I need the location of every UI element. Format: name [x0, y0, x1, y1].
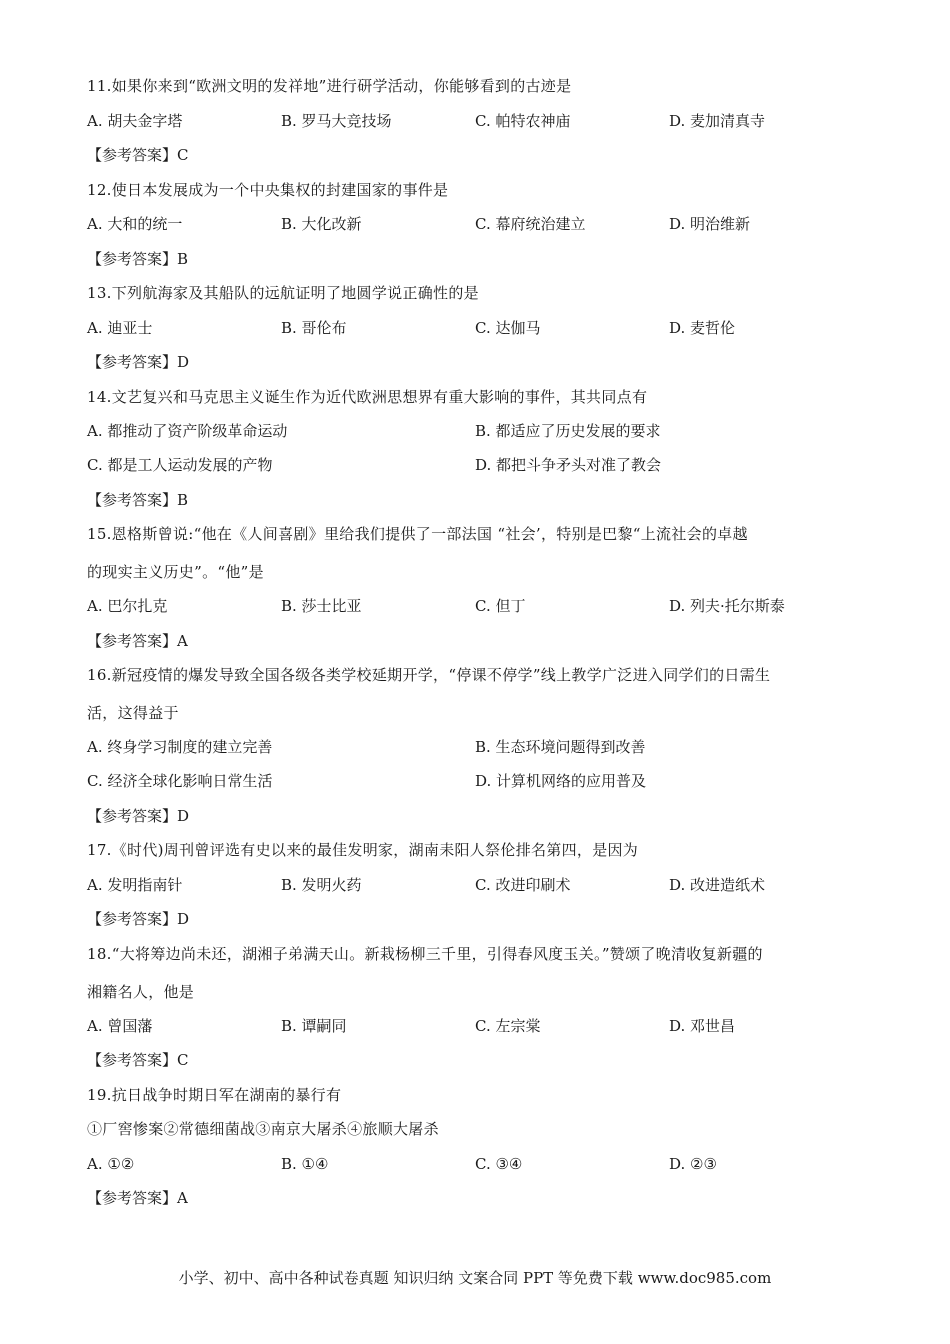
question-13-answer: 【参考答案】D — [87, 353, 190, 371]
question-19-stem-line-2: ①厂窖惨案②常德细菌战③南京大屠杀④旅顺大屠杀 — [87, 1120, 439, 1138]
question-17-option-a: A. 发明指南针 — [87, 876, 183, 894]
question-15-option-a: A. 巴尔扎克 — [87, 597, 168, 615]
question-18-option-a: A. 曾国藩 — [87, 1017, 153, 1035]
question-12-option-d: D. 明治维新 — [669, 215, 751, 233]
question-14-answer: 【参考答案】B — [87, 491, 189, 509]
question-16-option-c: C. 经济全球化影响日常生活 — [87, 772, 273, 790]
question-18-option-d: D. 邓世昌 — [669, 1017, 736, 1035]
question-13-option-b: B. 哥伦布 — [281, 319, 347, 337]
question-18-answer: 【参考答案】C — [87, 1051, 189, 1069]
question-11-option-a: A. 胡夫金字塔 — [87, 112, 183, 130]
question-11-option-d: D. 麦加清真寺 — [669, 112, 766, 130]
question-11-answer: 【参考答案】C — [87, 146, 189, 164]
question-18-option-c: C. 左宗棠 — [475, 1017, 541, 1035]
question-16-option-a: A. 终身学习制度的建立完善 — [87, 738, 273, 756]
question-14-option-d: D. 都把斗争矛头对准了教会 — [475, 456, 662, 474]
question-13-option-c: C. 达伽马 — [475, 319, 541, 337]
question-13-option-d: D. 麦哲伦 — [669, 319, 736, 337]
question-18-stem-line-2: 湘籍名人，他是 — [87, 983, 195, 1001]
question-14-stem: 14.文艺复兴和马克思主义诞生作为近代欧洲思想界有重大影响的事件，其共同点有 — [87, 388, 648, 406]
question-17-option-d: D. 改进造纸术 — [669, 876, 766, 894]
question-13-option-a: A. 迪亚士 — [87, 319, 153, 337]
question-16-stem-line-2: 活，这得益于 — [87, 704, 179, 722]
question-19-option-c: C. ③④ — [475, 1155, 523, 1173]
question-12-option-c: C. 幕府统治建立 — [475, 215, 586, 233]
question-16-stem-line-1: 16.新冠疫情的爆发导致全国各级各类学校延期开学，“停课不停学”线上教学广泛进入同学们的日需生 — [87, 666, 771, 684]
question-12-answer: 【参考答案】B — [87, 250, 189, 268]
question-17-answer: 【参考答案】D — [87, 910, 190, 928]
question-19-answer: 【参考答案】A — [87, 1189, 188, 1207]
question-16-option-b: B. 生态环境问题得到改善 — [475, 738, 646, 756]
question-17-option-c: C. 改进印刷术 — [475, 876, 571, 894]
question-15-answer: 【参考答案】A — [87, 632, 188, 650]
question-16-answer: 【参考答案】D — [87, 807, 190, 825]
question-19-option-d: D. ②③ — [669, 1155, 717, 1173]
question-15-option-b: B. 莎士比亚 — [281, 597, 362, 615]
question-15-stem-line-2: 的现实主义历史”。“他”是 — [87, 563, 264, 581]
page-footer: 小学、初中、高中各种试卷真题 知识归纳 文案合同 PPT 等免费下载 www.doc985.com — [178, 1269, 772, 1287]
question-12-option-b: B. 大化改新 — [281, 215, 362, 233]
question-11-option-b: B. 罗马大竞技场 — [281, 112, 392, 130]
question-11-option-c: C. 帕特农神庙 — [475, 112, 571, 130]
question-19-option-b: B. ①④ — [281, 1155, 329, 1173]
question-14-option-b: B. 都适应了历史发展的要求 — [475, 422, 661, 440]
question-13-stem: 13.下列航海家及其船队的远航证明了地圆学说正确性的是 — [87, 284, 479, 302]
question-15-option-d: D. 列夫·托尔斯泰 — [669, 597, 785, 615]
question-19-stem-line-1: 19.抗日战争时期日军在湖南的暴行有 — [87, 1086, 342, 1104]
question-14-option-a: A. 都推动了资产阶级革命运动 — [87, 422, 288, 440]
question-12-stem: 12.使日本发展成为一个中央集权的封建国家的事件是 — [87, 181, 449, 199]
question-15-stem-line-1: 15.恩格斯曾说:“他在《人间喜剧》里给我们提供了一部法国 “社会’，特别是巴黎“上流社会的卓越 — [87, 525, 748, 543]
question-19-option-a: A. ①② — [87, 1155, 135, 1173]
question-17-stem: 17.《时代)周刊曾评选有史以来的最佳发明家，湖南耒阳人祭伦排名第四，是因为 — [87, 841, 639, 859]
question-18-option-b: B. 谭嗣同 — [281, 1017, 347, 1035]
question-14-option-c: C. 都是工人运动发展的产物 — [87, 456, 273, 474]
question-11-stem: 11.如果你来到“欧洲文明的发祥地”进行研学活动，你能够看到的古迹是 — [87, 77, 572, 95]
question-15-option-c: C. 但丁 — [475, 597, 526, 615]
question-18-stem-line-1: 18.“大将筹边尚未还，湖湘子弟满天山。新栽杨柳三千里，引得春风度玉关。”赞颂了晚清收复新疆的 — [87, 945, 763, 963]
question-12-option-a: A. 大和的统一 — [87, 215, 183, 233]
question-16-option-d: D. 计算机网络的应用普及 — [475, 772, 647, 790]
question-17-option-b: B. 发明火药 — [281, 876, 362, 894]
